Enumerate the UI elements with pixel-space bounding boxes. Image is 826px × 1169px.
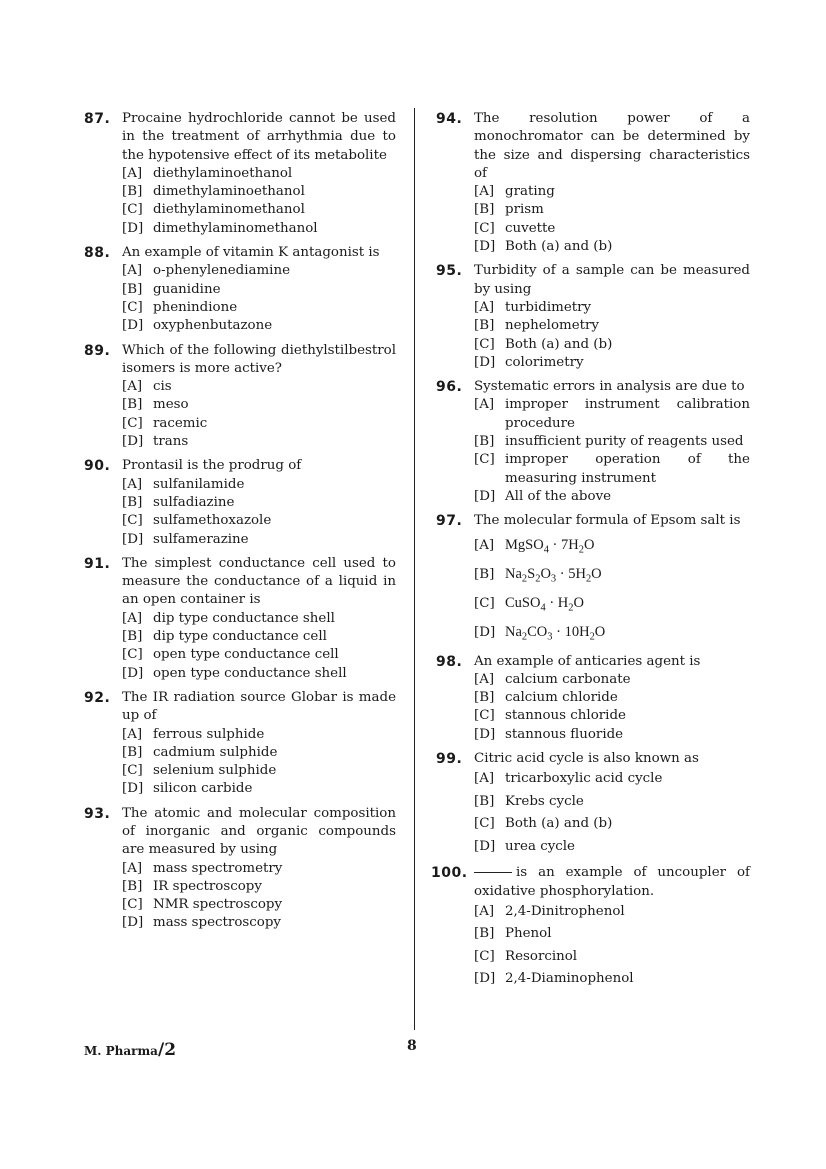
option-label: [D]: [122, 915, 144, 931]
option-text: All of the above: [505, 488, 612, 504]
option-label: [B]: [474, 690, 495, 706]
option-text: dimethylaminomethanol: [153, 220, 318, 236]
question-number: 87.: [84, 111, 111, 127]
option: [474, 183, 750, 201]
question-stem: The atomic and molecular composition of inorganic and organic compounds are measured by using: [122, 805, 396, 858]
option-text: mass spectrometry: [153, 860, 283, 876]
question-98: [436, 653, 750, 744]
option: [474, 968, 750, 991]
option-text: nephelometry: [505, 318, 599, 334]
option-label: [C]: [122, 897, 143, 913]
option-label: [A]: [122, 165, 143, 181]
option-text: grating: [505, 184, 555, 200]
option: [122, 378, 396, 396]
option: [122, 628, 396, 646]
page-number: 8: [407, 1038, 417, 1054]
option-text: calcium chloride: [505, 690, 618, 706]
option-text: urea cycle: [505, 838, 575, 854]
option-label: [C]: [122, 647, 143, 663]
option: [474, 451, 750, 488]
option-text: Resorcinol: [505, 948, 578, 964]
question-stem: Procaine hydrochloride cannot be used in the treatment of arrhythmia due to the hypotensive effect of its metabolite: [122, 111, 396, 163]
option: [122, 281, 396, 299]
option: [474, 946, 750, 969]
question-stem: Citric acid cycle is also known as: [474, 751, 699, 767]
column-divider: [414, 108, 415, 1030]
question-93: [84, 805, 396, 933]
option-label: [C]: [122, 763, 143, 779]
option: [122, 665, 396, 683]
option-text: sulfanilamide: [153, 476, 245, 492]
option: [474, 433, 750, 451]
option: [474, 531, 750, 560]
option: [474, 689, 750, 707]
option: [474, 836, 750, 859]
question-number: 94.: [436, 111, 463, 127]
question-number: 92.: [84, 689, 111, 706]
question-number: 95.: [436, 263, 463, 280]
option-text: Both (a) and (b): [505, 239, 613, 255]
question-stem: The simplest conductance cell used to measure the conductance of a liquid in an open container is: [122, 555, 396, 608]
option: [474, 791, 750, 814]
option: [474, 923, 750, 946]
option: [122, 780, 396, 798]
option: [122, 914, 396, 932]
option-text: cadmium sulphide: [153, 744, 278, 760]
option-label: [D]: [122, 434, 144, 450]
question-stem: Prontasil is the prodrug of: [122, 458, 302, 474]
option-label: [B]: [122, 184, 143, 200]
option-label: [A]: [474, 771, 495, 787]
option-text: mass spectroscopy: [153, 915, 281, 931]
option-label: [C]: [474, 220, 495, 236]
option: [474, 201, 750, 219]
question-stem: Which of the following diethylstilbestrol isomers is more active?: [122, 342, 396, 376]
option: [122, 762, 396, 780]
option-text: improper instrument calibration procedure: [505, 397, 750, 431]
option: [474, 589, 750, 618]
chemical-formula: $Na_2CO_3 \cdot 10H_2O$: [505, 623, 606, 643]
question-number: 88.: [84, 245, 111, 262]
option-label: [B]: [122, 494, 143, 510]
option-text: open type conductance shell: [153, 665, 347, 681]
question-stem: An example of vitamin K antagonist is: [122, 245, 380, 261]
option-label: [C]: [474, 336, 495, 352]
option-text: insufficient purity of reagents used: [505, 434, 744, 450]
option-label: [A]: [474, 671, 495, 687]
option-label: [B]: [474, 566, 495, 582]
chemical-formula: MgSO$_4$ · $7H_2O$: [505, 536, 595, 556]
question-stem: is an example of uncoupler of oxidative phosphorylation.: [474, 865, 750, 899]
question-stem: The resolution power of a monochromator can be determined by the size and dispersing characteristics of: [474, 111, 750, 181]
question-number: 99.: [436, 751, 463, 768]
question-88: [84, 244, 396, 335]
option-label: [C]: [474, 595, 495, 611]
option-label: [A]: [122, 263, 143, 279]
option-text: guanidine: [153, 281, 221, 297]
option-label: [A]: [122, 860, 143, 876]
option: [474, 707, 750, 725]
question-number: 93.: [84, 805, 111, 822]
question-number: 100.: [431, 865, 468, 882]
option-text: prism: [505, 202, 544, 218]
option-label: [B]: [122, 397, 143, 413]
question-stem: An example of anticaries agent is: [474, 653, 701, 669]
option-text: 2,4-Diaminophenol: [505, 971, 634, 987]
option-text: sulfamethoxazole: [153, 513, 272, 529]
option-text: sulfamerazine: [153, 531, 249, 547]
option: [122, 201, 396, 219]
option-text: NMR spectroscopy: [153, 897, 283, 913]
option-text: turbidimetry: [505, 299, 592, 315]
option: [474, 560, 750, 589]
option-text: racemic: [153, 415, 208, 431]
question-92: [84, 689, 396, 799]
option: [122, 726, 396, 744]
option: [474, 354, 750, 372]
option-label: [B]: [122, 744, 143, 760]
option: [474, 768, 750, 791]
question-95: [436, 262, 750, 372]
question-stem: The IR radiation source Globar is made up of: [122, 689, 396, 724]
question-96: [436, 378, 750, 506]
option-label: [D]: [122, 781, 144, 797]
option: [122, 860, 396, 878]
option: [122, 183, 396, 201]
option-label: [B]: [474, 318, 495, 334]
option: [122, 878, 396, 896]
option: [122, 610, 396, 628]
option-label: [D]: [474, 488, 496, 504]
option-text: Both (a) and (b): [505, 816, 613, 832]
option-text: sulfadiazine: [153, 494, 235, 510]
option-label: [C]: [474, 452, 495, 468]
option-text: cuvette: [505, 220, 556, 236]
option: [122, 220, 396, 238]
option: [474, 396, 750, 433]
right-column: [431, 110, 750, 997]
option-label: [A]: [474, 184, 495, 200]
option-label: [D]: [474, 971, 496, 987]
option-label: [D]: [122, 665, 144, 681]
option-text: Phenol: [505, 926, 552, 942]
question-number: 97.: [436, 513, 463, 530]
option-text: IR spectroscopy: [153, 878, 262, 894]
option-label: [C]: [474, 816, 495, 832]
question-99: [436, 750, 750, 858]
question-stem: Systematic errors in analysis are due to: [474, 379, 745, 395]
option-label: [D]: [474, 624, 496, 640]
option-text: selenium sulphide: [153, 763, 277, 779]
option: [122, 317, 396, 335]
option: [474, 671, 750, 689]
option: [474, 618, 750, 647]
option-text: dip type conductance shell: [153, 610, 335, 626]
option: [122, 415, 396, 433]
option-text: colorimetry: [505, 354, 584, 370]
option-text: stannous fluoride: [505, 726, 624, 742]
option-label: [A]: [122, 476, 143, 492]
option-text: Krebs cycle: [505, 793, 584, 809]
option-label: [A]: [122, 610, 143, 626]
option: [122, 896, 396, 914]
option-label: [A]: [122, 379, 143, 395]
option: [474, 220, 750, 238]
option-label: [D]: [122, 220, 144, 236]
option: [474, 488, 750, 506]
option: [122, 744, 396, 762]
option-text: Both (a) and (b): [505, 336, 613, 352]
question-number: 90.: [84, 458, 111, 475]
option-label: [C]: [122, 299, 143, 315]
option: [122, 476, 396, 494]
option: [122, 646, 396, 664]
option-text: calcium carbonate: [505, 671, 631, 687]
option: [474, 238, 750, 256]
option-label: [B]: [474, 434, 495, 450]
option-text: trans: [153, 434, 189, 450]
option-label: [D]: [122, 531, 144, 547]
option-text: meso: [153, 397, 189, 413]
option-label: [A]: [474, 903, 495, 919]
option-label: [A]: [122, 726, 143, 742]
question-100: [431, 864, 750, 991]
option: [122, 531, 396, 549]
option: [122, 396, 396, 414]
option-text: tricarboxylic acid cycle: [505, 771, 663, 787]
option-label: [C]: [474, 948, 495, 964]
question-number: 89.: [84, 342, 111, 359]
question-97: [436, 512, 750, 646]
option-label: [B]: [122, 878, 143, 894]
option-text: diethylaminoethanol: [153, 165, 293, 181]
left-column: [84, 110, 396, 939]
option-label: [B]: [122, 281, 143, 297]
option-text: 2,4-Dinitrophenol: [505, 903, 625, 919]
option: [474, 317, 750, 335]
option-label: [B]: [122, 629, 143, 645]
option-text: silicon carbide: [153, 781, 253, 797]
option: [474, 813, 750, 836]
option-text: dip type conductance cell: [153, 629, 327, 645]
option-label: [B]: [474, 793, 495, 809]
option: [122, 433, 396, 451]
option-label: [D]: [474, 726, 496, 742]
question-number: 98.: [436, 653, 463, 670]
option-text: oxyphenbutazone: [153, 318, 273, 334]
option: [122, 299, 396, 317]
option-label: [C]: [122, 513, 143, 529]
option-label: [C]: [122, 202, 143, 218]
question-number: 91.: [84, 555, 111, 572]
option: [122, 262, 396, 280]
option: [122, 512, 396, 530]
option-text: phenindione: [153, 299, 238, 315]
option-label: [B]: [474, 926, 495, 942]
chemical-formula: $Na_2S_2O_3 \cdot 5H_2O$: [505, 565, 602, 585]
option-label: [A]: [474, 537, 495, 553]
fill-in-blank: [474, 872, 512, 873]
option-label: [B]: [474, 202, 495, 218]
question-number: 96.: [436, 379, 463, 396]
question-stem: The molecular formula of Epsom salt is: [474, 513, 741, 529]
option-label: [C]: [474, 708, 495, 724]
option-text: cis: [153, 379, 172, 395]
chemical-formula: CuSO$_4$ · $H_2O$: [505, 594, 584, 614]
footer-course-code: M. Pharma/2: [84, 1040, 177, 1060]
option-text: o-phenylenediamine: [153, 263, 291, 279]
question-91: [84, 555, 396, 683]
option: [474, 336, 750, 354]
option-label: [C]: [122, 415, 143, 431]
option-text: stannous chloride: [505, 708, 626, 724]
option-label: [D]: [474, 239, 496, 255]
question-90: [84, 457, 396, 548]
option: [122, 165, 396, 183]
question-87: [84, 110, 396, 238]
option-label: [D]: [122, 318, 144, 334]
option: [474, 726, 750, 744]
option-label: [A]: [474, 397, 495, 413]
option-label: [A]: [474, 299, 495, 315]
option: [122, 494, 396, 512]
option-label: [D]: [474, 354, 496, 370]
option-text: open type conductance cell: [153, 647, 339, 663]
question-stem: Turbidity of a sample can be measured by using: [474, 263, 750, 297]
option-text: ferrous sulphide: [153, 726, 265, 742]
question-94: [436, 110, 750, 256]
option: [474, 901, 750, 924]
option-label: [D]: [474, 838, 496, 854]
option: [474, 299, 750, 317]
option-text: improper operation of the measuring instrument: [505, 452, 750, 486]
option-text: dimethylaminoethanol: [153, 184, 305, 200]
option-text: diethylaminomethanol: [153, 202, 305, 218]
question-89: [84, 342, 396, 452]
